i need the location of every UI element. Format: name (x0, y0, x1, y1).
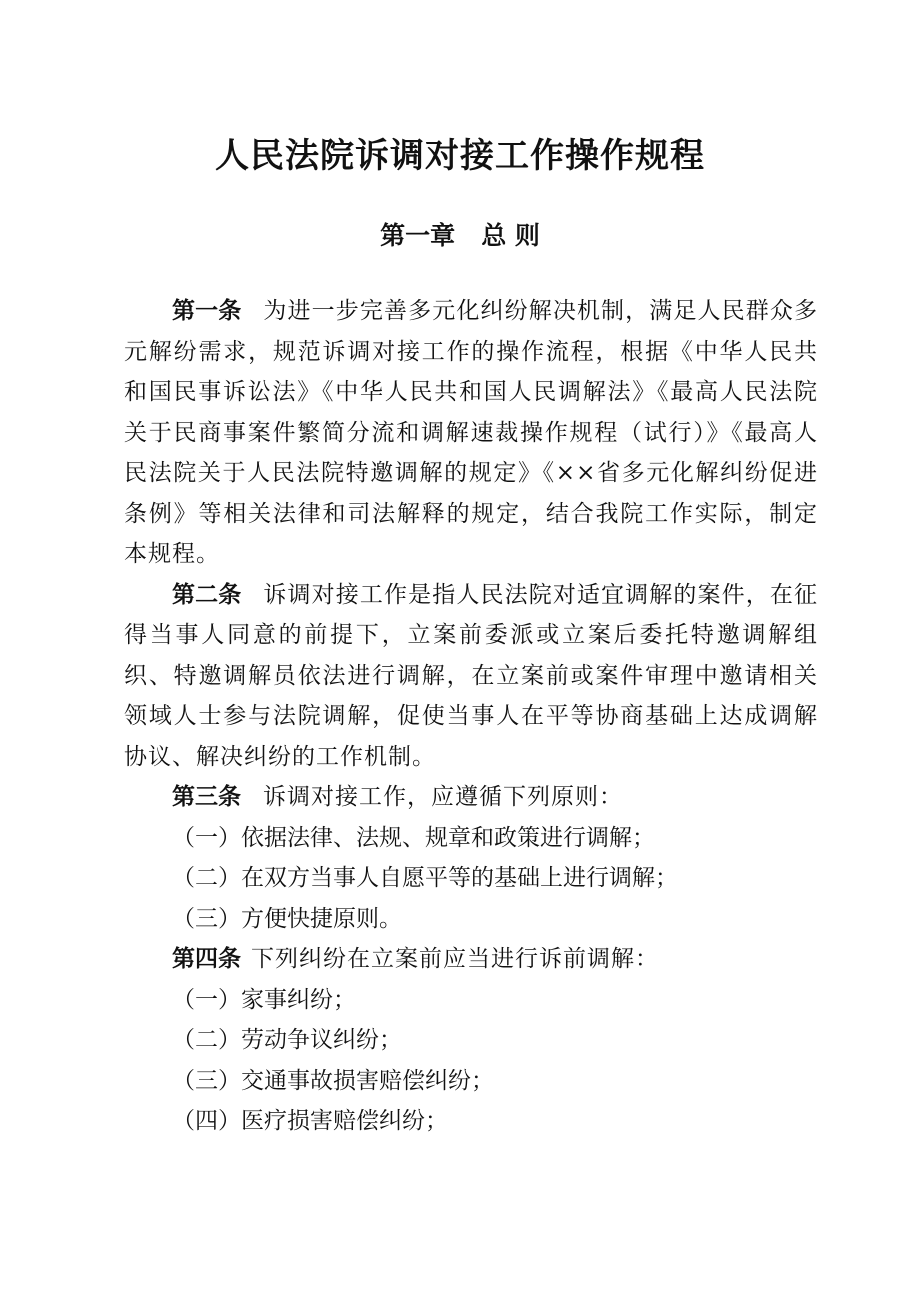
article-text: 为进一步完善多元化纠纷解决机制，满足人民群众多元解纷需求，规范诉调对接工作的操作流程，根据《中华人民共和国民事诉讼法》《中华人民共和国人民调解法》《最高人民法院关于民商事案件繁简分流和调解速裁操作规程（试行）》《最高人民法院关于人民法院特邀调解的规定》《××省多元化解纠纷促进条例》等相关法律和司法解释的规定，结合我院工作实际，制定本规程。 (124, 298, 819, 567)
article-3-item-3: （三）方便快捷原则。 (172, 905, 402, 932)
document-body (124, 291, 818, 1142)
article-3 (124, 777, 818, 818)
chapter-heading: 第一章 总 则 (380, 221, 540, 250)
article-3-item-1: （一）依据法律、法规、规章和政策进行调解； (172, 824, 655, 851)
article-text: 诉调对接工作，应遵循下列原则： (263, 784, 623, 810)
article-2 (124, 575, 818, 778)
document-title: 人民法院诉调对接工作操作规程 (215, 136, 705, 176)
article-4-item-4: （四）医疗损害赔偿纠纷； (172, 1108, 448, 1134)
article-label: 第一条 (172, 298, 242, 324)
article-4 (124, 939, 818, 980)
article-4-item-1: （一）家事纠纷； (172, 986, 356, 1013)
article-4-item-3: （三）交通事故损害赔偿纠纷； (172, 1067, 494, 1094)
article-label: 第三条 (172, 784, 241, 810)
article-3-item-2: （二）在双方当事人自愿平等的基础上进行调解； (172, 865, 678, 891)
article-4-item-2: （二）劳动争议纠纷； (172, 1027, 402, 1053)
article-text: 下列纠纷在立案前应当进行诉前调解： (251, 946, 659, 972)
article-label: 第四条 (172, 946, 241, 972)
article-label: 第二条 (172, 581, 242, 608)
article-1 (124, 291, 818, 575)
article-text: 诉调对接工作是指人民法院对适宜调解的案件，在征得当事人同意的前提下，立案前委派或立案后委托特邀调解组织、特邀调解员依法进行调解，在立案前或案件审理中邀请相关领域人士参与法院调解，促使当事人在平等协商基础上达成调解协议、解决纠纷的工作机制。 (124, 581, 819, 770)
